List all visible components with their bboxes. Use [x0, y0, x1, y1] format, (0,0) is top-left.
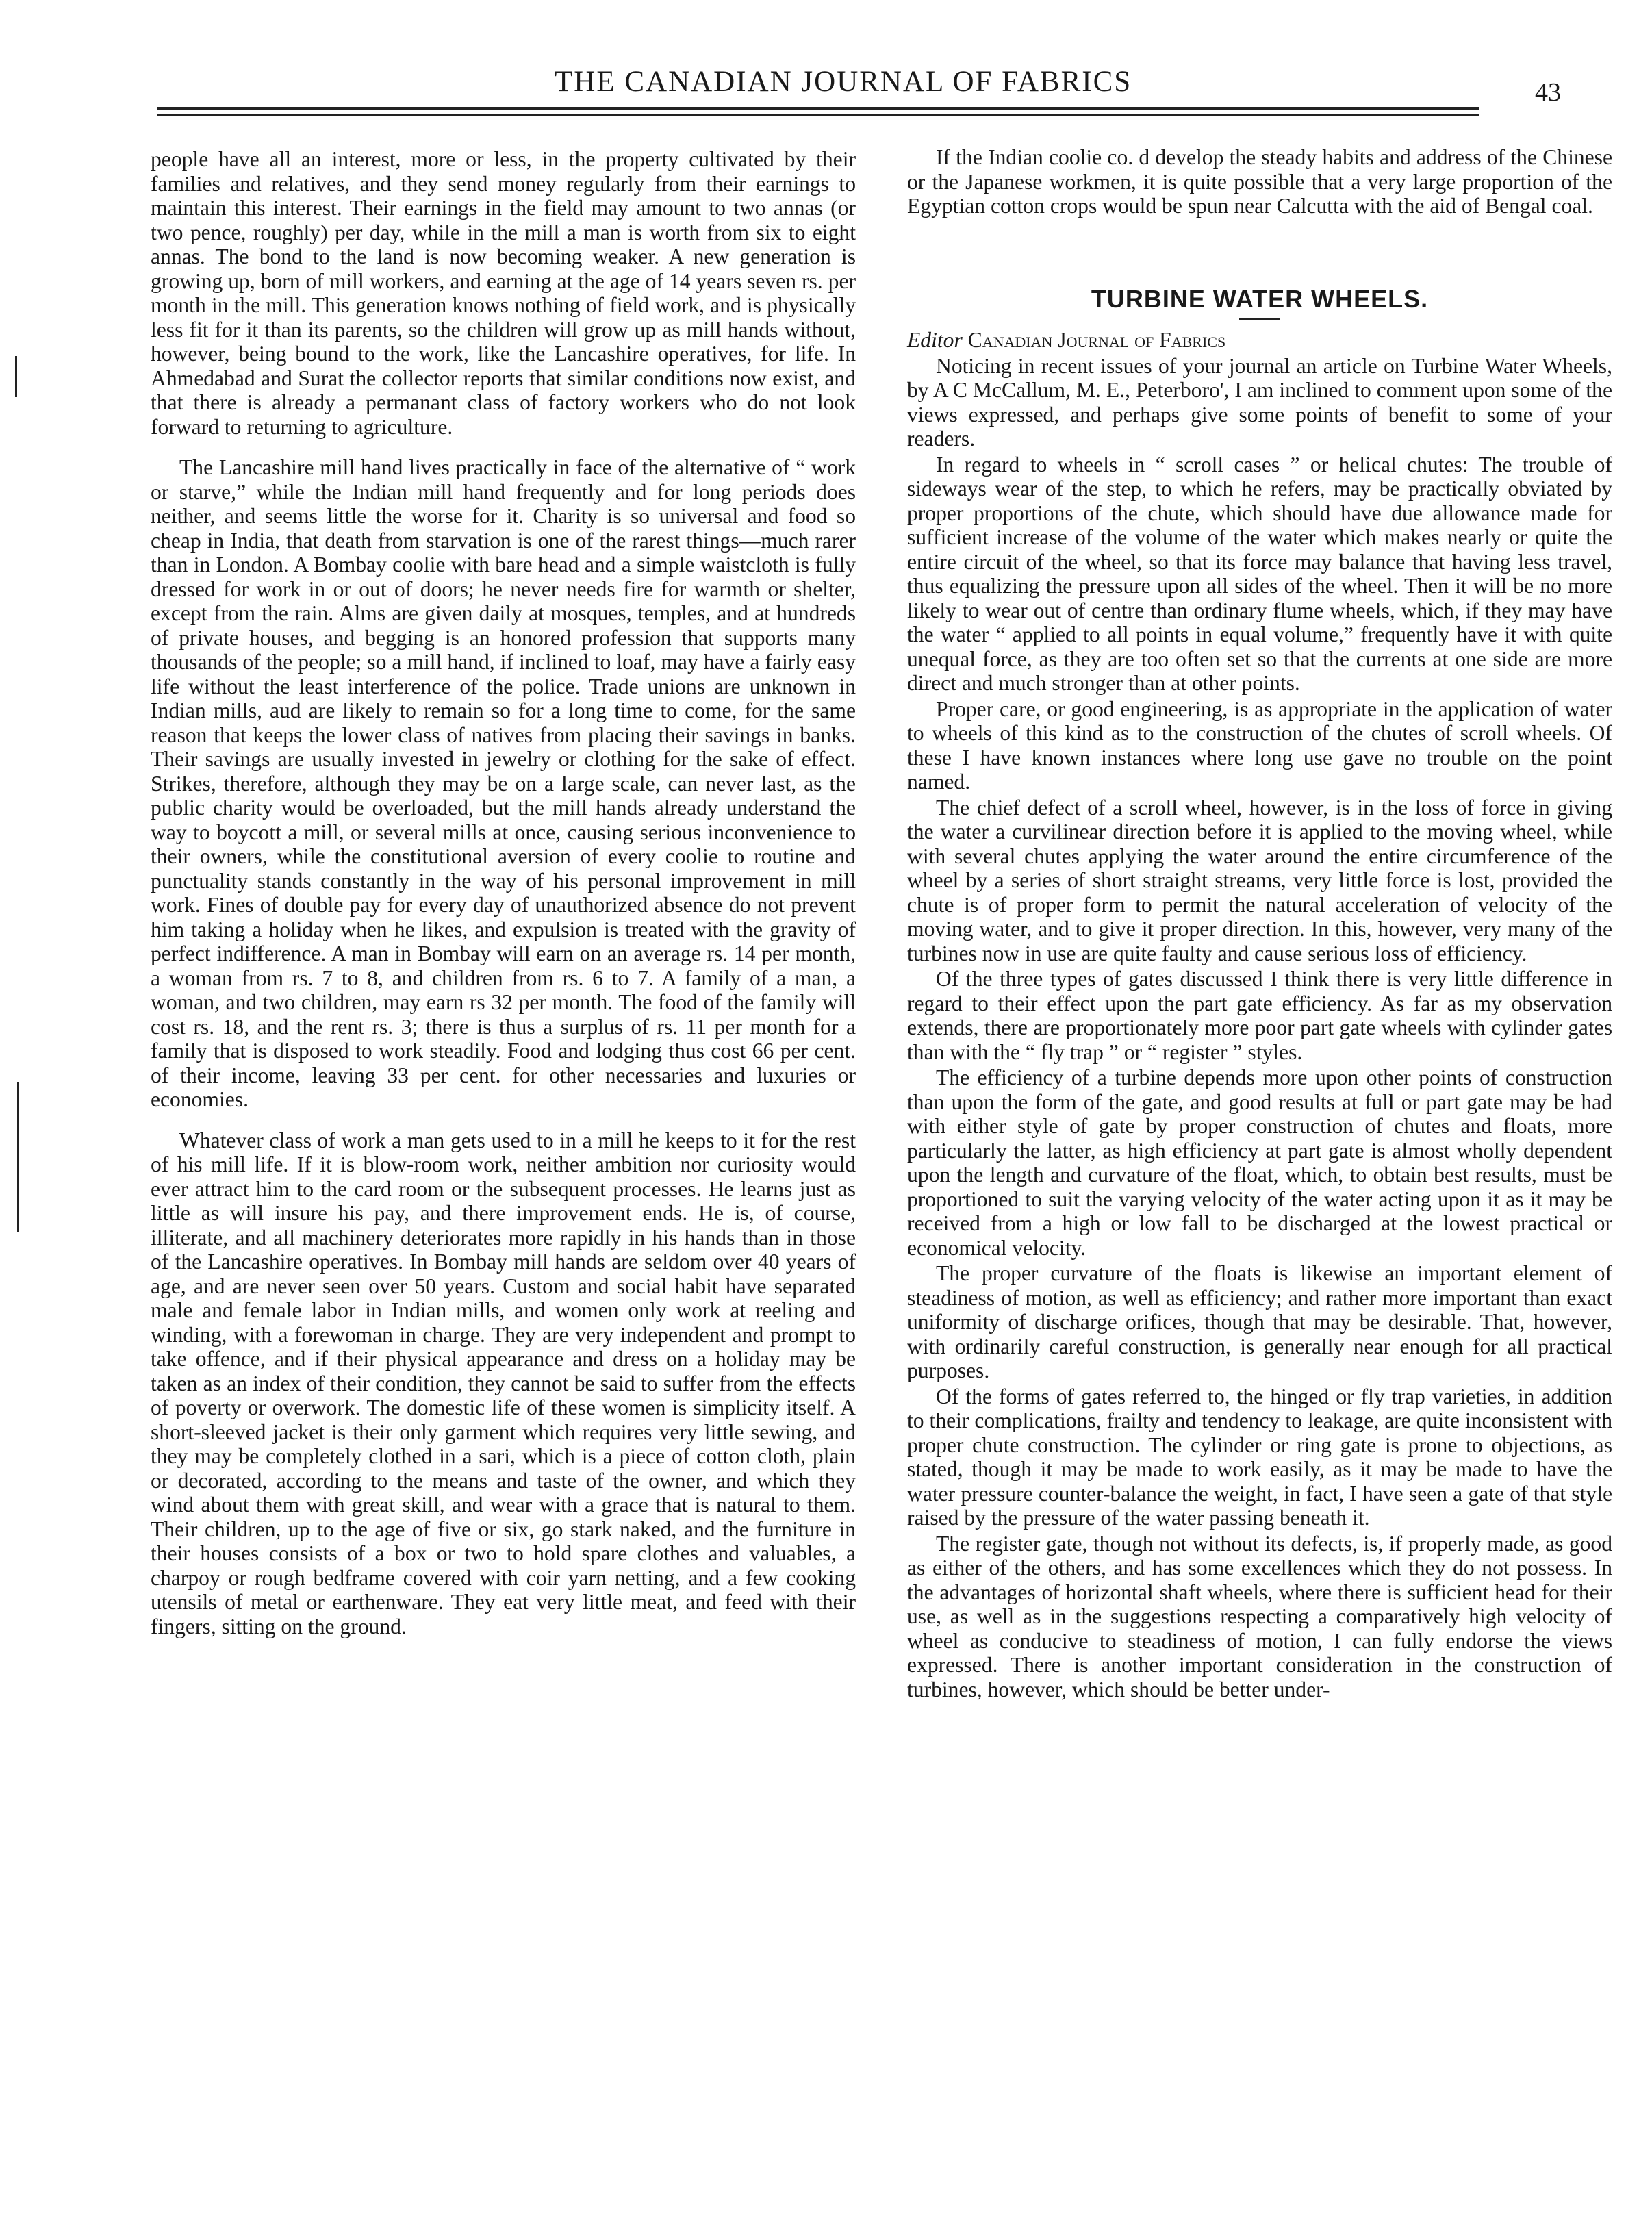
header-rule: [157, 107, 1479, 110]
journal-title: THE CANADIAN JOURNAL OF FABRICS: [555, 66, 1132, 98]
article-paragraph: Whatever class of work a man gets used to in a mill he keeps to it for the rest of his mill life. If it is blow-room work, neither ambition nor curiosity would ever attract him to the card room or the subsequent processes. He learns just as little as will insure his pay, and there improvement ends. He is, of course, illiterate, and all machinery deteriorates more rapidly in his hands than in those of the Lancashire operatives. In Bombay mill hands are seldom over 40 years of age, and are never seen over 50 years. Custom and social habit have separated male and female labor in Indian mills, and women only work at reeling and winding, with a forewoman in charge. They are very independent and prompt to take offence, and if their physical appearance and dress on a holiday may be taken as an index of their condition, they cannot be said to suffer from the effects of poverty or overwork. The domestic life of these women is simplicity itself. A short-sleeved jacket is their only garment which requires very little sewing, and they may be completely clothed in a sari, which is a piece of cotton cloth, plain or decorated, according to the means and taste of the owner, and which they wind about them with great skill, and wear with a grace that is natural to them. Their children, up to the age of five or six, go stark naked, and the furniture in their houses consists of a box or two to hold spare clothes and valuables, a charpoy or rough bedframe covered with coir yarn netting, and a few cooking utensils of metal or earthenware. They eat very little meat, and feed with their fingers, sitting on the ground.: [151, 1128, 856, 1638]
editor-prefix: Editor: [907, 328, 963, 352]
article-paragraph: Proper care, or good engineering, is as appropriate in the application of water to wheels of this kind as to the construction of the chutes of scroll wheels. Of these I have known instances where long use gave no trouble on the point named.: [907, 696, 1612, 794]
article-paragraph: The efficiency of a turbine depends more upon other points of construction than upon the form of the gate, and good results at full or part gate may be had with either style of gate by proper construction of chutes and floats, more particularly the latter, as high efficiency at part gate is almost wholly dependent upon the length and curvature of the float, which, to obtain best results, must be proportioned to suit the varying velocity of the water acting upon it as it may be received from a high or low fall to be discharged at the lowest practical or economical velocity.: [907, 1065, 1612, 1260]
title-divider: [1239, 318, 1280, 320]
article-paragraph: The proper curvature of the floats is likewise an important element of steadiness of motion, as well as efficiency; and rather more important than exact uniformity of discharge orifices, though that may be desirable. That, however, with ordinarily careful construction, is generally near enough for all practical purposes.: [907, 1261, 1612, 1382]
page-header: [157, 65, 1561, 120]
margin-mark: [17, 1082, 19, 1232]
left-column: [151, 147, 856, 1638]
margin-mark: [15, 356, 17, 397]
article-paragraph: Of the forms of gates referred to, the hinged or fly trap varieties, in addition to their complications, frailty and tendency to leakage, are quite inconsistent with proper chute construction. The cylinder or ring gate is prone to objections, as stated, though it may be made to work easily, as it may be made to have the water pressure counter-balance the weight, in fact, I have seen a gate of that style raised by the pressure of the water passing beneath it.: [907, 1384, 1612, 1530]
page-number: 43: [1535, 78, 1561, 107]
article-paragraph: The register gate, though not without its defects, is, if properly made, as good as either of the others, and has some excellences which they do not possess. In the advantages of horizontal shaft wheels, where there is sufficient head for their use, as well as in the suggestions respecting a comparatively high velocity of wheel as conducive to steadiness of motion, I can fully endorse the views expressed. There is another important consideration in the construction of turbines, however, which should be better under-: [907, 1531, 1612, 1701]
section-title: TURBINE WATER WHEELS.: [1091, 284, 1429, 313]
editor-salutation: [907, 328, 1612, 353]
article-paragraph: The Lancashire mill hand lives practically in face of the alternative of “ work or starve,” while the Indian mill hand frequently and for long periods does neither, and seems little the worse for it. Charity is so universal and food so cheap in India, that death from starvation is one of the rarest things—much rarer than in London. A Bombay coolie with bare head and a simple waistcloth is fully dressed for work in or out of doors; he never needs fire for warmth or shelter, except from the rain. Alms are given daily at mosques, temples, and at hundreds of private houses, and begging is an honored profession that supports many thousands of the people; so a mill hand, if inclined to loaf, may have a fairly easy life without the least interference of the police. Trade unions are unknown in Indian mills, aud are likely to remain so for a long time to come, for the same reason that keeps the lower class of natives from placing their savings in banks. Their savings are usually invested in jewelry or clothing for the sake of effect. Strikes, therefore, although they may be on a large scale, can never last, as the public charity would be overloaded, but the mill hands already understand the way to boycott a mill, or several mills at once, causing serious inconvenience to their owners, while the constitutional aversion of every coolie to routine and punctuality stands constantly in the way of his personal improvement in mill work. Fines of double pay for every day of unauthorized absence do not prevent him taking a holiday when he likes, and expulsion is treated with the gravity of perfect indifference. A man in Bombay will earn on an average rs. 14 per month, a woman from rs. 7 to 8, and children from rs. 6 to 7. A family of a man, a woman, and two children, may earn rs 32 per month. The food of the family will cost rs. 18, and the rent rs. 3; there is thus a surplus of rs. 11 per month for a family that is disposed to work steadily. Food and lodging thus cost 66 per cent. of their income, leaving 33 per cent. for other necessaries and luxuries or economies.: [151, 455, 856, 1111]
article-paragraph: Of the three types of gates discussed I think there is very little difference in regard to their effect upon the part gate efficiency. As far as my observation extends, there are proportionately more poor part gate wheels with cylinder gates than with the “ fly trap ” or “ register ” styles.: [907, 967, 1612, 1064]
editor-name: Canadian Journal of Fabrics: [967, 328, 1226, 352]
header-rule-thin: [157, 114, 1479, 116]
article-paragraph: In regard to wheels in “ scroll cases ” or helical chutes: The trouble of sideways wear of the step, to which he refers, may be practically obviated by proper proportions of the chute, which should have due allowance made for sufficient increase of the volume of the water which makes nearly or quite the entire circuit of the wheel, so that its force may balance that having less travel, thus equalizing the pressure upon all sides of the wheel. Then it will be no more likely to wear out of centre than ordinary flume wheels, which, if they may have the water “ applied to all points in equal volume,” frequently have it with quite unequal force, as they are too often set so that the currents at one side are more direct and much stronger than at other points.: [907, 452, 1612, 695]
article-paragraph: If the Indian coolie co. d develop the steady habits and address of the Chinese or the Japanese workmen, it is quite possible that a very large proportion of the Egyptian cotton crops would be spun near Calcutta with the aid of Bengal coal.: [907, 145, 1612, 218]
right-column: [907, 145, 1612, 1701]
article-paragraph: Noticing in recent issues of your journal an article on Turbine Water Wheels, by A C McCallum, M. E., Peterboro', I am inclined to comment upon some of the views expressed, and perhaps give some points of benefit to some of your readers.: [907, 353, 1612, 451]
article-paragraph: The chief defect of a scroll wheel, however, is in the loss of force in giving the water a curvilinear direction before it is applied to the moving wheel, while with several chutes applying the water around the entire circumference of the wheel by a series of short straight streams, very little force is lost, provided the chute is of proper form to permit the natural acceleration of velocity of the moving water, and to give it proper direction. In this, however, very many of the turbines now in use are quite faulty and cause serious loss of efficiency.: [907, 795, 1612, 965]
article-paragraph: people have all an interest, more or less, in the property cultivated by their families and relatives, and they send money regularly from their earnings to maintain this interest. Their earnings in the field may amount to two annas (or two pence, roughly) per day, while in the mill a man is worth from six to eight annas. The bond to the land is now becoming weaker. A new generation is growing up, born of mill workers, and earning at the age of 14 years seven rs. per month in the mill. This generation knows nothing of field work, and is physically less fit for it than its parents, so the children will grow up as mill hands without, however, being bound to the work, like the Lancashire operatives, for life. In Ahmedabad and Surat the collector reports that similar conditions now exist, and that there is already a permanant class of factory workers who do not look forward to returning to agriculture.: [151, 147, 856, 439]
